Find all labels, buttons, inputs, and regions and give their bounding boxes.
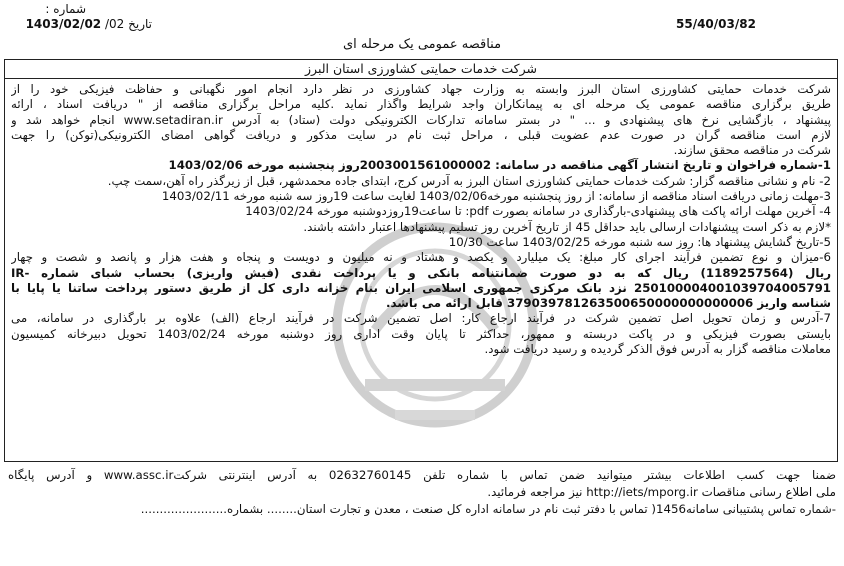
item-5-opening-date: 5-تاریخ گشایش پیشنهاد ها: روز سه شنبه مورخه 1403/02/25 ساعت 10/30 — [448, 234, 831, 249]
footer-support: -شماره تماس پشتیبانی سامانه1456( تماس با دفتر ثبت نام در سامانه اداره کل صنعت ، معدن و تجارت استان........ بشماره....................... — [140, 502, 836, 516]
item-6-deposit-id: شناسه واریز 379039781263500650000000000006 قابل ارائه می باشد. — [385, 296, 831, 311]
letter-number-label: شماره : — [45, 2, 86, 16]
item-6-guarantee: 6-میزان و نوع تضمین فرآیند اجرای کار مبلغ: یک میلیارد و یکصد و هشتاد و نه میلیون و دویست و پنجاه و هفت هزار و پانصد و شصت و چهار — [11, 250, 831, 265]
item-1-call-number: 1-شماره فراخوان و تاریخ انتشار آگهی مناقصه در سامانه: 2003001561000002روز پنجشنبه مورخه 1403/02/06 — [168, 158, 831, 173]
letter-date-label: تاریخ 02/ — [104, 17, 152, 31]
item-4-submission-deadline: 4- آخرین مهلت ارائه پاکت های پیشنهادی-بارگذاری در سامانه بصورت pdf: تا ساعت19روزدوشنبه مورخه 1403/02/24 — [245, 204, 831, 219]
item-2-tenderer: 2- نام و نشانی مناقصه گزار: شرکت خدمات حمایتی کشاورزی استان البرز به آدرس کرج، ابتدای جاده محمدشهر، قبل از زیرگذر راه آهن،سمت چپ. — [107, 173, 831, 188]
item-6-guarantee-amount: ریال (1189257564) ریال که به دو صورت ضمانتنامه بانکی و یا پرداخت نقدی (فیش واریزی) بحساب شبای شماره -IR — [11, 265, 831, 280]
item-7-deadline: بایستی بصورت فیزیکی و در پاکت دربسته و ممهور، حداکثر تا پایان وقت اداری روز دوشنبه مورخه 1403/02/24 تحویل دبیرخانه کمیسیون — [11, 326, 831, 341]
letter-date — [26, 17, 152, 31]
body-line: لازم است مناقصه گران در صورت عدم عضویت قبلی ، مراحل ثبت نام در سایت مذکور و دریافت گواهی امضای الکترونیکی(توکن) را جهت — [11, 127, 831, 142]
footer-contact: ضمنا جهت کسب اطلاعات بیشتر میتوانید ضمن تماس با شماره تلفن 02632760145 به آدرس اینترنتی شرکتwww.assc.ir و آدرس پایگاه — [8, 468, 836, 482]
body-line: پیشنهاد ، بازگشایی نرخ های پیشنهادی و ... " در بستر سامانه تدارکات الکترونیکی دولت (ستاد) به آدرس www.setadiran.ir انجام خواهد شد و — [11, 112, 831, 127]
item-3-document-period: 3-مهلت زمانی دریافت اسناد مناقصه از سامانه: از روز پنجشنبه مورخه1403/02/06 لغایت ساعت 19روز سه شنبه مورخه 1403/02/11 — [161, 189, 831, 204]
body-line: شرکت در مناقصه محقق سازند. — [673, 143, 831, 158]
item-6-iban: 250100004001039704005791 نزد بانک مرکزی جمهوری اسلامی ایران بنام خزانه داری کل از طریق دستور پرداخت ساتنا یا پایا با — [11, 280, 831, 295]
notice-box — [4, 59, 838, 462]
footer-notes — [8, 467, 836, 518]
notice-body — [11, 82, 831, 357]
footer-portal: ملی اطلاع رسانی مناقصات http://iets/mporg.ir نیز مراجعه فرمائید. — [487, 485, 836, 499]
document-title: مناقصه عمومی یک مرحله ای — [342, 37, 502, 52]
body-line: شرکت خدمات حمایتی کشاورزی استان البرز وابسته به وزارت جهاد کشاورزی در نظر دارد انجام امور نگهبانی و حفاظت فیزیکی خود را از — [11, 82, 831, 96]
company-title: شرکت خدمات حمایتی کشاورزی استان البرز — [5, 60, 837, 79]
item-7-guarantee-delivery: 7-آدرس و زمان تحویل اصل تضمین شرکت در فرآیند ارجاع کار: اصل تضمین شرکت در فرآیند ارجاع (الف) علاوه بر بارگذاری در سامانه، می — [11, 311, 831, 326]
letter-date-value: 1403/02/02 — [25, 17, 102, 31]
letter-reference: 55/40/03/82 — [676, 17, 756, 31]
validity-note: *لازم به ذکر است پیشنهادات ارسالی باید حداقل 45 از تاریخ آخرین روز تسلیم پیشنهادها اعتبار داشته باشند. — [303, 219, 831, 234]
body-line: طریق برگزاری مناقصه عمومی یک مرحله ای به پیمانکاران واجد شرایط واگذار نماید .کلیه مراحل برگزاری مناقصه از " دریافت اسناد ، ارائه — [11, 97, 831, 112]
item-7-address: معاملات مناقصه گزار به آدرس فوق الذکر گردیده و رسید دریافت شود. — [484, 342, 831, 357]
